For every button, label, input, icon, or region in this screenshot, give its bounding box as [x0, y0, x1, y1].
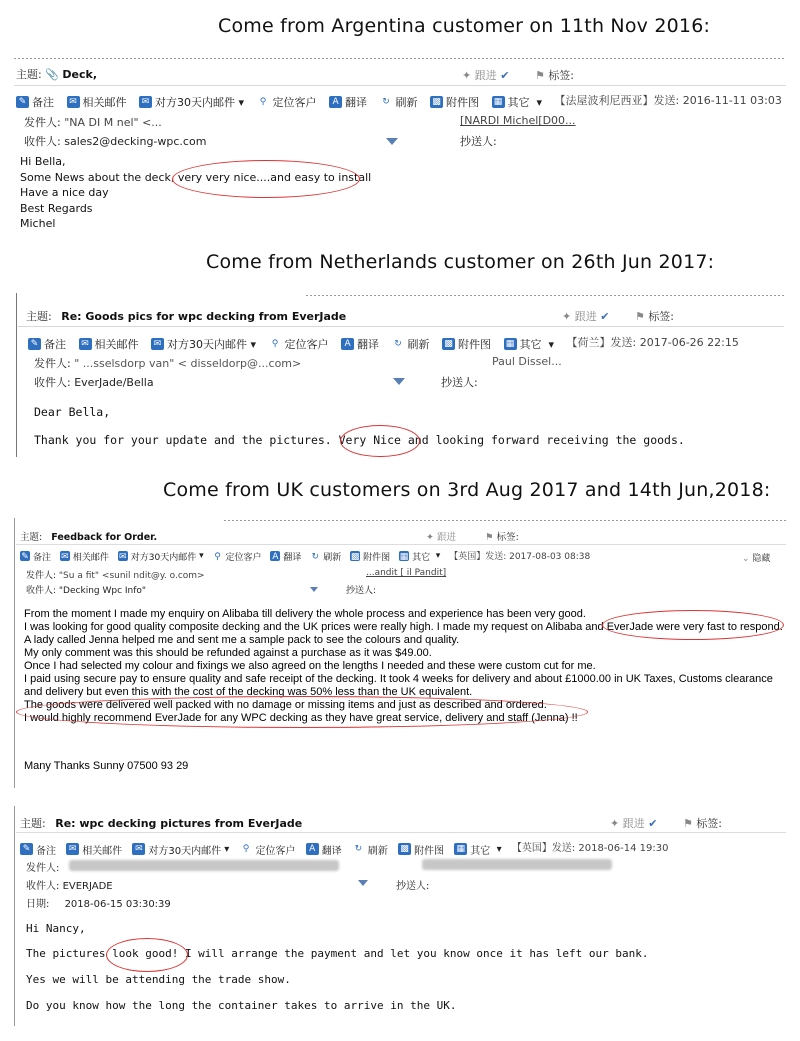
from-label: 发件人:	[26, 571, 57, 581]
to-row	[34, 374, 154, 390]
refresh-icon: ↻	[311, 552, 320, 562]
subject-text: Re: Goods pics for wpc decking from EverJade	[61, 310, 347, 323]
from-value-blurred	[69, 860, 339, 871]
tag-label[interactable]: 标签:	[496, 532, 519, 543]
body-line: Hi Nancy,	[26, 922, 86, 935]
email-panel-argentina	[14, 58, 786, 238]
to-value: sales2@decking-wpc.com	[64, 135, 207, 148]
translate-icon: A	[329, 96, 342, 108]
grid-icon: ▦	[454, 843, 467, 855]
toolbar	[16, 92, 786, 110]
meta-info: 【荷兰】发送: 2017-06-26 22:15	[566, 336, 739, 349]
to-value: EVERJADE	[62, 881, 113, 892]
translate-button[interactable]: A 翻译	[272, 552, 302, 563]
highlight-oval	[106, 938, 188, 972]
refresh-icon: ↻	[380, 96, 393, 108]
subject-row	[16, 66, 97, 82]
note-icon: ✎	[20, 843, 33, 855]
grid-icon: ▦	[399, 552, 409, 562]
refresh-icon: ↻	[392, 338, 405, 350]
follow-icon[interactable]: ✦	[610, 817, 620, 830]
subject-row	[20, 529, 157, 543]
attachment-image-button[interactable]: ▩ 附件图	[442, 336, 491, 352]
subject-label: 主题:	[20, 532, 43, 543]
locate-customer-button[interactable]: ⚲ 定位客户	[269, 336, 329, 352]
to-value: EverJade/Bella	[74, 376, 154, 389]
mail-clock-icon: ✉	[139, 96, 152, 108]
to-value: "Decking Wpc Info"	[58, 586, 147, 596]
caption-netherlands: Come from Netherlands customer on 26th Jun 2017:	[206, 251, 715, 273]
from-value: "Su a fit" <sunil ndit@y. o.com>	[58, 571, 205, 581]
date-row	[26, 895, 171, 910]
last30-button[interactable]: ✉ 对方30天内邮件 ▾	[132, 842, 229, 857]
highlight-oval	[16, 696, 588, 728]
subject-row	[26, 308, 346, 324]
tag-label[interactable]: 标签:	[648, 310, 675, 323]
from-value: " ...sselsdorp van" < disseldorp@...com>	[74, 357, 302, 370]
note-icon: ✎	[28, 338, 41, 350]
body-line: I would highly recommend EverJade for any WPC decking as they have great service, delivery and staff (Jenna) !!	[24, 712, 578, 724]
flag-icon: ⚑	[682, 817, 693, 830]
body-line: I paid using secure pay to ensure quality and safe receipt of the decking. It took 4 weeks for delivery and about £1000.00 in UK Taxes, Customs clearance	[24, 673, 773, 685]
note-button[interactable]: ✎ 备注	[21, 552, 52, 563]
body-line: Hi Bella,	[20, 155, 66, 168]
note-button[interactable]: ✎ 备注	[16, 94, 54, 110]
highlight-oval	[172, 160, 360, 198]
body-line: Yes we will be attending the trade show.	[26, 973, 291, 986]
translate-icon: A	[306, 843, 319, 855]
subject-label: 主题:	[26, 310, 52, 323]
meta-info: 【英国】发送: 2017-08-03 08:38	[449, 552, 591, 562]
toolbar	[20, 839, 786, 857]
mail-icon: ✉	[67, 96, 80, 108]
follow-icon[interactable]: ✦	[562, 310, 572, 323]
to-label: 收件人:	[26, 881, 60, 892]
image-icon: ▩	[442, 338, 455, 350]
hide-button[interactable]: ⌄ 隐藏	[742, 554, 771, 564]
last30-button[interactable]: ✉ 对方30天内邮件 ▾	[119, 551, 204, 563]
body-line: Michel	[20, 217, 56, 230]
attachment-image-button[interactable]: ▩ 附件图	[398, 842, 444, 857]
signature: Many Thanks Sunny 07500 93 29	[24, 760, 189, 772]
refresh-button[interactable]: ↻ 刷新	[352, 842, 388, 857]
meta-info: 【法屋波利尼西亚】发送: 2016-11-11 03:03	[554, 94, 782, 107]
date-label: 日期:	[26, 899, 50, 910]
mail-icon: ✉	[79, 338, 92, 350]
to-dropdown-icon[interactable]	[358, 880, 368, 886]
related-mail-button[interactable]: ✉ 相关邮件	[66, 842, 122, 857]
body-line: Best Regards	[20, 201, 93, 215]
translate-button[interactable]: A 翻译	[329, 94, 367, 110]
tag-label[interactable]: 标签:	[548, 69, 575, 82]
mail-icon: ✉	[61, 552, 69, 562]
subject-row	[20, 815, 302, 831]
tag-label[interactable]: 标签:	[696, 817, 723, 830]
other-button[interactable]: ▦ 其它 ▾	[504, 336, 555, 352]
refresh-button[interactable]: ↻ 刷新	[380, 94, 418, 110]
follow-label[interactable]: 跟进	[574, 310, 597, 323]
flag-icon: ⚑	[534, 69, 545, 82]
follow-icon[interactable]: ✦	[462, 69, 472, 82]
check-icon: ✔	[600, 310, 610, 323]
cc-label: 抄送人:	[441, 376, 478, 389]
last30-button[interactable]: ✉ 对方30天内邮件 ▾	[139, 94, 244, 110]
mail-clock-icon: ✉	[151, 338, 164, 350]
from-right: Paul Dissel...	[492, 355, 562, 368]
caption-uk: Come from UK customers on 3rd Aug 2017 and 14th Jun,2018:	[163, 479, 771, 501]
highlight-oval	[602, 610, 784, 640]
follow-label[interactable]: 跟进	[474, 69, 497, 82]
check-icon: ✔	[648, 817, 658, 830]
related-mail-button[interactable]: ✉ 相关邮件	[61, 552, 109, 563]
from-label: 发件人:	[34, 357, 71, 370]
flag-icon: ⚑	[485, 532, 494, 543]
refresh-button[interactable]: ↻ 刷新	[392, 336, 430, 352]
note-icon: ✎	[16, 96, 29, 108]
flag-icon: ⚑	[634, 310, 645, 323]
from-right: [NARDI Michel[D00...	[460, 114, 576, 127]
refresh-button[interactable]: ↻ 刷新	[311, 552, 342, 563]
related-mail-button[interactable]: ✉ 相关邮件	[67, 94, 127, 110]
person-search-icon: ⚲	[240, 843, 253, 855]
to-label: 收件人:	[26, 586, 57, 596]
mail-clock-icon: ✉	[132, 843, 145, 855]
to-dropdown-icon[interactable]	[386, 138, 398, 145]
from-row	[24, 114, 162, 130]
person-search-icon: ⚲	[214, 552, 221, 562]
from-label: 发件人:	[26, 863, 60, 874]
from-row	[34, 355, 301, 371]
last30-button[interactable]: ✉ 对方30天内邮件 ▾	[151, 336, 256, 352]
image-icon: ▩	[350, 552, 360, 562]
body-line: A lady called Jenna helped me and sent me a sample pack to see the colours and quality.	[24, 634, 460, 646]
image-icon: ▩	[430, 96, 443, 108]
date-value: 2018-06-15 03:30:39	[64, 899, 171, 910]
note-icon: ✎	[21, 552, 29, 562]
to-dropdown-icon[interactable]	[310, 587, 318, 592]
to-row	[26, 583, 146, 596]
refresh-icon: ↻	[352, 843, 365, 855]
other-button[interactable]: ▦ 其它 ▾	[492, 94, 543, 110]
toolbar	[28, 334, 784, 352]
body-line: I was looking for good quality composite decking and the UK prices were really high. I made my request on Alibaba and EverJade were very fast to respond.	[24, 621, 783, 633]
from-value: "NA DI M nel" <...	[64, 116, 162, 129]
subject-label: 主题:	[20, 817, 46, 830]
cc-label: 抄送人:	[346, 586, 377, 596]
translate-button[interactable]: A 翻译	[341, 336, 379, 352]
email-panel-uk-2017	[14, 518, 786, 788]
body-line: Some News about the deck, very very nice....and easy to install	[20, 170, 372, 184]
person-search-icon: ⚲	[269, 338, 282, 350]
meta-info: 【英国】发送: 2018-06-14 19:30	[511, 843, 669, 854]
to-row	[24, 133, 206, 149]
to-row	[26, 877, 113, 892]
to-label: 收件人:	[34, 376, 71, 389]
subject-text: Deck,	[62, 68, 98, 81]
body-line: Do you know how the long the container takes to arrive in the UK.	[26, 999, 457, 1012]
note-button[interactable]: ✎ 备注	[28, 336, 66, 352]
subject-text: Re: wpc decking pictures from EverJade	[55, 817, 303, 830]
translate-button[interactable]: A 翻译	[306, 842, 342, 857]
mail-clock-icon: ✉	[119, 552, 127, 562]
subject-text: Feedback for Order.	[51, 532, 158, 543]
body-line: Have a nice day	[20, 186, 109, 199]
other-button[interactable]: ▦ 其它 ▾	[399, 551, 441, 563]
to-dropdown-icon[interactable]	[393, 378, 405, 385]
body-line: My only comment was this should be refunded against a purchase as it was $49.00.	[24, 647, 432, 659]
body-line: The goods were delivered well packed with no damage or missing items and just as described and ordered.	[24, 699, 547, 711]
follow-label[interactable]: 跟进	[622, 817, 645, 830]
body-line: Dear Bella,	[34, 405, 111, 419]
body-line: Once I had selected my colour and fixings we also agreed on the lengths I needed and these were custom cut for me.	[24, 660, 596, 672]
email-panel-netherlands	[16, 293, 784, 457]
locate-customer-button[interactable]: ⚲ 定位客户	[214, 552, 262, 563]
note-button[interactable]: ✎ 备注	[20, 842, 56, 857]
highlight-oval	[340, 425, 420, 457]
follow-label[interactable]: 跟进	[437, 532, 457, 543]
cc-label: 抄送人:	[460, 135, 497, 148]
caption-argentina: Come from Argentina customer on 11th Nov 2016:	[218, 15, 711, 37]
grid-icon: ▦	[492, 96, 505, 108]
from-right: ...andit [ il Pandit]	[366, 568, 447, 578]
follow-icon[interactable]: ✦	[426, 532, 434, 543]
mail-icon: ✉	[66, 843, 79, 855]
from-right-blurred	[422, 859, 612, 873]
body-line: and delivery but even this with the cost of the decking was 50% less than the UK equivalent.	[24, 686, 473, 698]
to-label: 收件人:	[24, 135, 61, 148]
grid-icon: ▦	[504, 338, 517, 350]
check-icon: ✔	[500, 69, 510, 82]
locate-customer-button[interactable]: ⚲ 定位客户	[240, 842, 296, 857]
from-label: 发件人:	[24, 116, 61, 129]
from-row	[26, 568, 205, 581]
body-line: Thank you for your update and the pictures. Very Nice and looking forward receiving the goods.	[34, 433, 685, 447]
subject-label: 主题:	[16, 68, 42, 81]
cc-label: 抄送人:	[396, 881, 430, 892]
translate-icon: A	[272, 552, 279, 562]
paperclip-icon: 📎	[45, 68, 59, 81]
locate-customer-button[interactable]: ⚲ 定位客户	[257, 94, 317, 110]
toolbar	[20, 549, 786, 563]
other-button[interactable]: ▦ 其它 ▾	[454, 842, 501, 857]
attachment-image-button[interactable]: ▩ 附件图	[430, 94, 479, 110]
email-panel-uk-2018	[14, 806, 786, 1026]
body-line: From the moment I made my enquiry on Alibaba till delivery the whole process and experience has been very good.	[24, 608, 586, 620]
translate-icon: A	[341, 338, 354, 350]
person-search-icon: ⚲	[257, 96, 270, 108]
image-icon: ▩	[398, 843, 411, 855]
related-mail-button[interactable]: ✉ 相关邮件	[79, 336, 139, 352]
from-row	[26, 859, 339, 874]
body-line: The pictures look good! I will arrange the payment and let you know once it has left our bank.	[26, 947, 649, 960]
attachment-image-button[interactable]: ▩ 附件图	[350, 552, 391, 563]
